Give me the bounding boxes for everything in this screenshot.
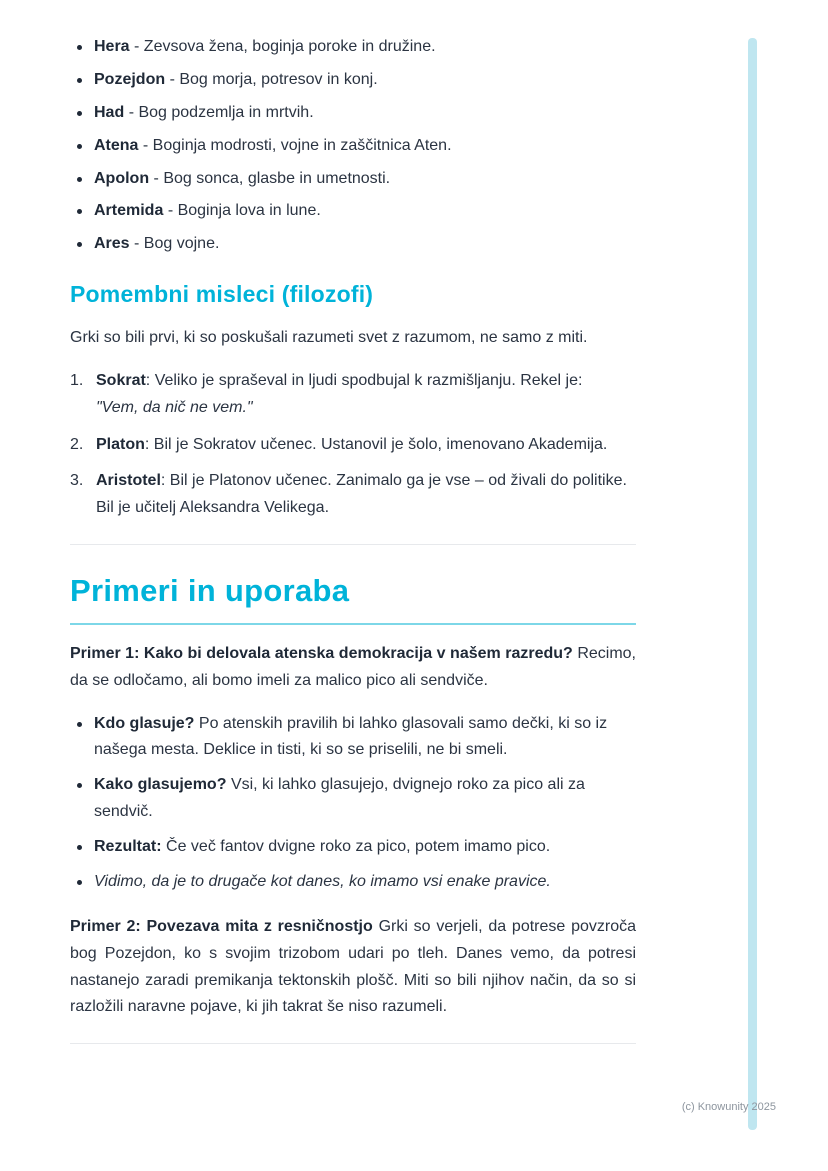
god-description: - Bog morja, potresov in konj. — [169, 70, 378, 88]
god-name: Ares — [94, 235, 130, 253]
list-item-god — [94, 100, 636, 127]
page-edge-accent-bar — [748, 38, 757, 1130]
example2-paragraph — [70, 914, 636, 1022]
bullet-description: Po atenskih pravilih bi lahko glasovali samo dečki, ki so iz našega mesta. Deklice in tisti, ki so se priselili, ne bi smeli. — [94, 714, 608, 759]
list-item-god — [94, 166, 636, 193]
list-item-philosopher — [96, 368, 636, 422]
list-item-example — [94, 711, 636, 765]
god-description: - Boginja modrosti, vojne in zaščitnica Aten. — [142, 136, 452, 154]
god-description: - Zevsova žena, boginja poroke in družine. — [134, 38, 436, 55]
list-item-god — [94, 34, 636, 61]
god-name: Atena — [94, 136, 139, 154]
god-description: - Bog podzemlja in mrtvih. — [128, 103, 314, 121]
philosopher-description: : Veliko je spraševal in ljudi spodbujal k razmišljanju. Rekel je: — [145, 371, 583, 389]
god-name: Artemida — [94, 202, 164, 220]
philosopher-name: Sokrat — [96, 371, 146, 389]
philosophers-intro: Grki so bili prvi, ki so poskušali razumeti svet z razumom, ne samo z miti. — [70, 328, 588, 346]
content-divider — [70, 544, 636, 545]
list-item-god — [94, 67, 636, 94]
page-content — [70, 34, 636, 1044]
philosopher-quote: "Vem, da nič ne vem." — [96, 398, 253, 416]
philosophers-list — [70, 368, 636, 522]
example1-bullets — [70, 711, 636, 896]
philosopher-name: Aristotel — [96, 472, 161, 490]
example2-title: Primer 2: Povezava mita z resničnostjo — [70, 917, 373, 935]
section-heading-examples: Primeri in uporaba — [70, 573, 636, 625]
bullet-term: Kako glasujemo? — [94, 776, 227, 794]
footer-copyright: (c) Knowunity 2025 — [681, 1101, 776, 1113]
list-item-philosopher — [96, 432, 636, 459]
god-name: Had — [94, 103, 125, 121]
god-name: Pozejdon — [94, 70, 166, 88]
bullet-description: Vsi, ki lahko glasujejo, dvignejo roko za pico ali za sendvič. — [94, 776, 585, 821]
god-description: - Bog sonca, glasbe in umetnosti. — [153, 169, 391, 187]
bullet-description: Če več fantov dvigne roko za pico, potem imamo pico. — [166, 838, 551, 856]
example1-body: Recimo, da se odločamo, ali bomo imeli za malico pico ali sendviče. — [70, 644, 636, 689]
example1-title: Primer 1: Kako bi delovala atenska demokracija v našem razredu? — [70, 644, 573, 662]
list-item-philosopher — [96, 468, 636, 522]
god-description: - Boginja lova in lune. — [167, 202, 321, 220]
list-item-example — [94, 772, 636, 826]
philosopher-name: Platon — [96, 435, 145, 453]
god-name: Apolon — [94, 169, 150, 187]
list-item-god — [94, 231, 636, 258]
list-item-god — [94, 133, 636, 160]
list-item-example — [94, 834, 636, 861]
content-divider — [70, 1043, 636, 1044]
example1-note: Vidimo, da je to drugače kot danes, ko imamo vsi enake pravice. — [94, 869, 636, 896]
example2-body: Grki so verjeli, da potrese povzroča bog Pozejdon, ko s svojim trizobom udari po tleh. Danes vemo, da potresi nastanejo zaradi premikanja tektonskih plošč. Miti so bili njihov način, da so si razložili naravne pojave, ki jih takrat še niso razumeli. — [70, 917, 636, 1016]
gods-list — [70, 34, 636, 258]
philosopher-description: : Bil je Platonov učenec. Zanimalo ga je vse – od živali do politike. Bil je učitelj Aleksandra Velikega. — [96, 472, 627, 517]
bullet-term: Kdo glasuje? — [94, 714, 195, 732]
philosopher-description: : Bil je Sokratov učenec. Ustanovil je šolo, imenovano Akademija. — [144, 435, 608, 453]
example1-paragraph — [70, 641, 636, 695]
god-description: - Bog vojne. — [134, 235, 220, 253]
section-heading-philosophers: Pomembni misleci (filozofi) — [70, 281, 374, 308]
bullet-term: Rezultat: — [94, 838, 162, 856]
list-item-god — [94, 198, 636, 225]
god-name: Hera — [94, 38, 130, 55]
